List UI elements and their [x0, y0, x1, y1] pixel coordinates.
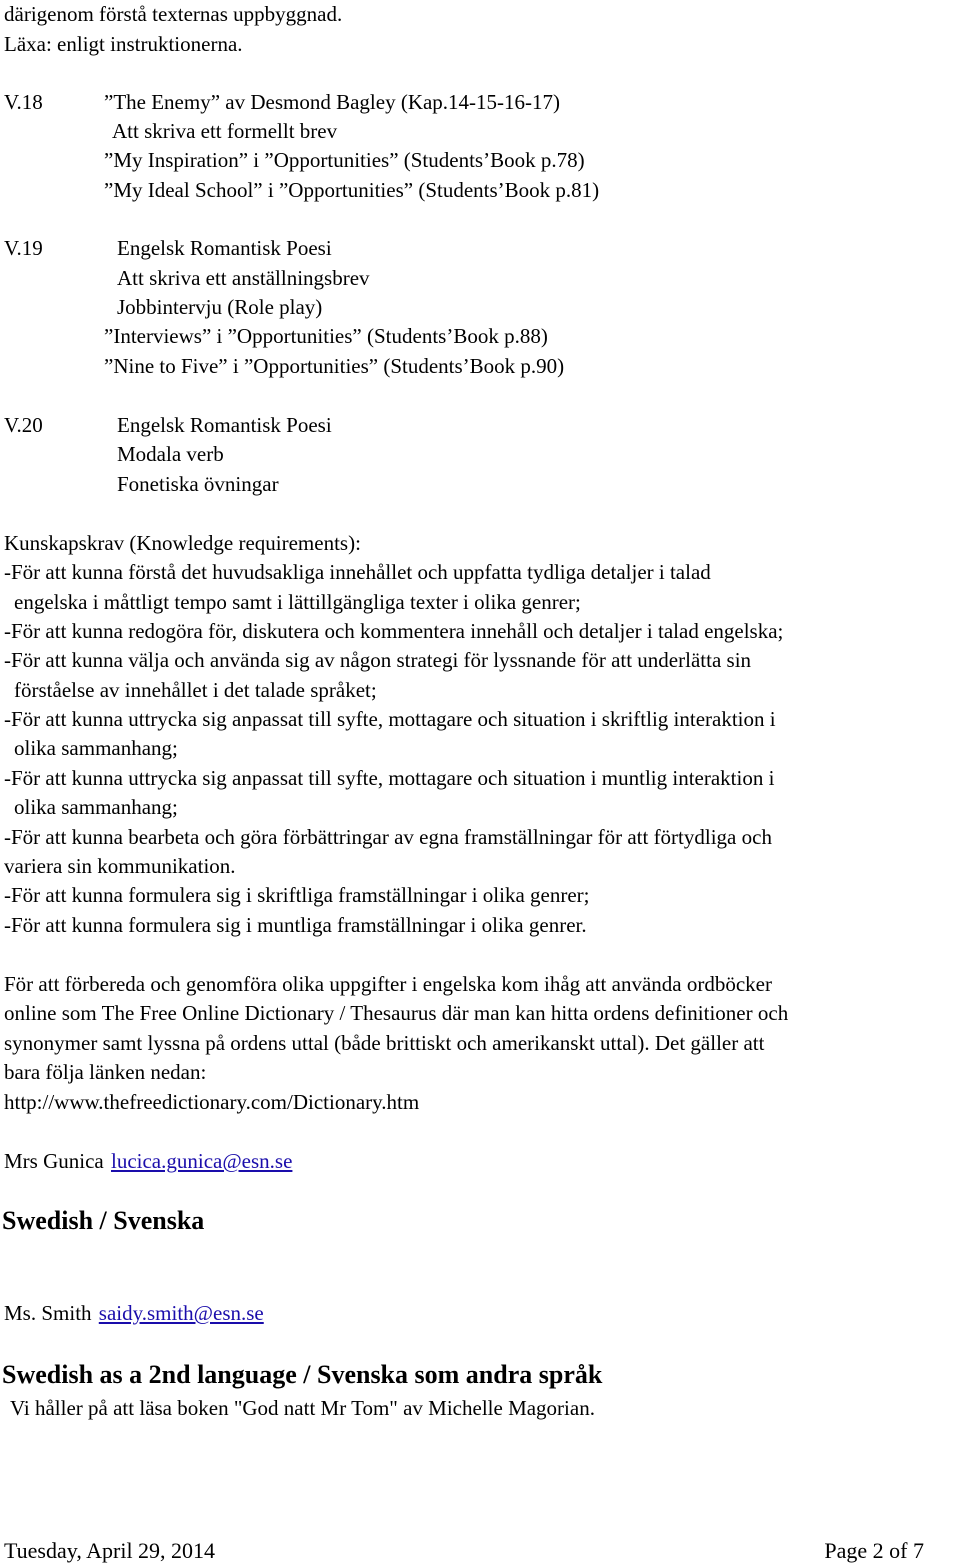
dictionary-line: online som The Free Online Dictionary / Thesaurus där man kan hitta ordens definitioner och [4, 1001, 789, 1025]
teacher-name: Ms. Smith [4, 1301, 92, 1325]
sva-heading: Swedish as a 2nd language / Svenska som andra språk [2, 1360, 603, 1389]
sva-text: Vi håller på att läsa boken "God natt Mr Tom" av Michelle Magorian. [10, 1396, 595, 1420]
knowledge-line: -För att kunna redogöra för, diskutera och kommentera innehåll och detaljer i talad engelska; [4, 619, 784, 643]
week-label: V.18 [4, 90, 43, 114]
teacher-email-link[interactable]: saidy.smith@esn.se [98, 1301, 264, 1325]
knowledge-line: engelska i måttligt tempo samt i lättillgängliga texter i olika genrer; [14, 590, 581, 614]
schedule-item: Jobbintervju (Role play) [117, 295, 323, 319]
swedish-heading: Swedish / Svenska [2, 1206, 205, 1235]
knowledge-line: -För att kunna uttrycka sig anpassat till syfte, mottagare och situation i skriftlig interaktion i [4, 707, 776, 731]
intro-line: därigenom förstå texternas uppbyggnad. [4, 2, 343, 26]
knowledge-line: -För att kunna välja och använda sig av någon strategi för lyssnande för att underlätta sin [4, 648, 752, 672]
dictionary-line: synonymer samt lyssna på ordens uttal (både brittiskt och amerikanskt uttal). Det gäller att [4, 1031, 765, 1055]
schedule-item: ”My Inspiration” i ”Opportunities” (Students’Book p.78) [104, 148, 585, 172]
week-label: V.19 [4, 236, 43, 260]
knowledge-line: -För att kunna förstå det huvudsakliga innehållet och uppfatta tydliga detaljer i talad [4, 560, 711, 584]
knowledge-line: -För att kunna formulera sig i skriftliga framställningar i olika genrer; [4, 883, 590, 907]
schedule-item: Fonetiska övningar [117, 472, 279, 496]
schedule-item: Att skriva ett formellt brev [112, 119, 338, 143]
dictionary-line: För att förbereda och genomföra olika uppgifter i engelska kom ihåg att använda ordböcker [4, 972, 772, 996]
knowledge-heading: Kunskapskrav (Knowledge requirements): [4, 531, 361, 555]
teacher-email-link[interactable]: lucica.gunica@esn.se [110, 1149, 293, 1173]
schedule-item: ”Nine to Five” i ”Opportunities” (Students’Book p.90) [104, 354, 565, 378]
week-label: V.20 [4, 413, 43, 437]
knowledge-line: förståelse av innehållet i det talade språket; [14, 678, 377, 702]
dictionary-line: bara följa länken nedan: [4, 1060, 207, 1084]
schedule-item: ”The Enemy” av Desmond Bagley (Kap.14-15-16-17) [104, 90, 561, 114]
intro-line: Läxa: enligt instruktionerna. [4, 32, 243, 56]
schedule-item: Engelsk Romantisk Poesi [117, 413, 332, 437]
knowledge-line: variera sin kommunikation. [4, 854, 236, 878]
schedule-item: Modala verb [117, 442, 224, 466]
schedule-item: Att skriva ett anställningsbrev [117, 266, 370, 290]
teacher-name: Mrs Gunica [4, 1149, 104, 1173]
footer-page-number: Page 2 of 7 [824, 1538, 924, 1563]
schedule-item: ”Interviews” i ”Opportunities” (Students’Book p.88) [104, 324, 548, 348]
knowledge-line: olika sammanhang; [14, 795, 178, 819]
footer-date: Tuesday, April 29, 2014 [4, 1538, 216, 1563]
swedish-teacher-contact [4, 1299, 264, 1329]
knowledge-line: -För att kunna formulera sig i muntliga framställningar i olika genrer. [4, 913, 587, 937]
knowledge-line: -För att kunna bearbeta och göra förbättringar av egna framställningar för att förtydliga och [4, 825, 772, 849]
teacher-contact [4, 1147, 292, 1177]
dictionary-url: http://www.thefreedictionary.com/Dictionary.htm [4, 1090, 420, 1114]
knowledge-line: olika sammanhang; [14, 736, 178, 760]
schedule-item: Engelsk Romantisk Poesi [117, 236, 332, 260]
schedule-item: ”My Ideal School” i ”Opportunities” (Students’Book p.81) [104, 178, 600, 202]
knowledge-line: -För att kunna uttrycka sig anpassat till syfte, mottagare och situation i muntlig interaktion i [4, 766, 775, 790]
